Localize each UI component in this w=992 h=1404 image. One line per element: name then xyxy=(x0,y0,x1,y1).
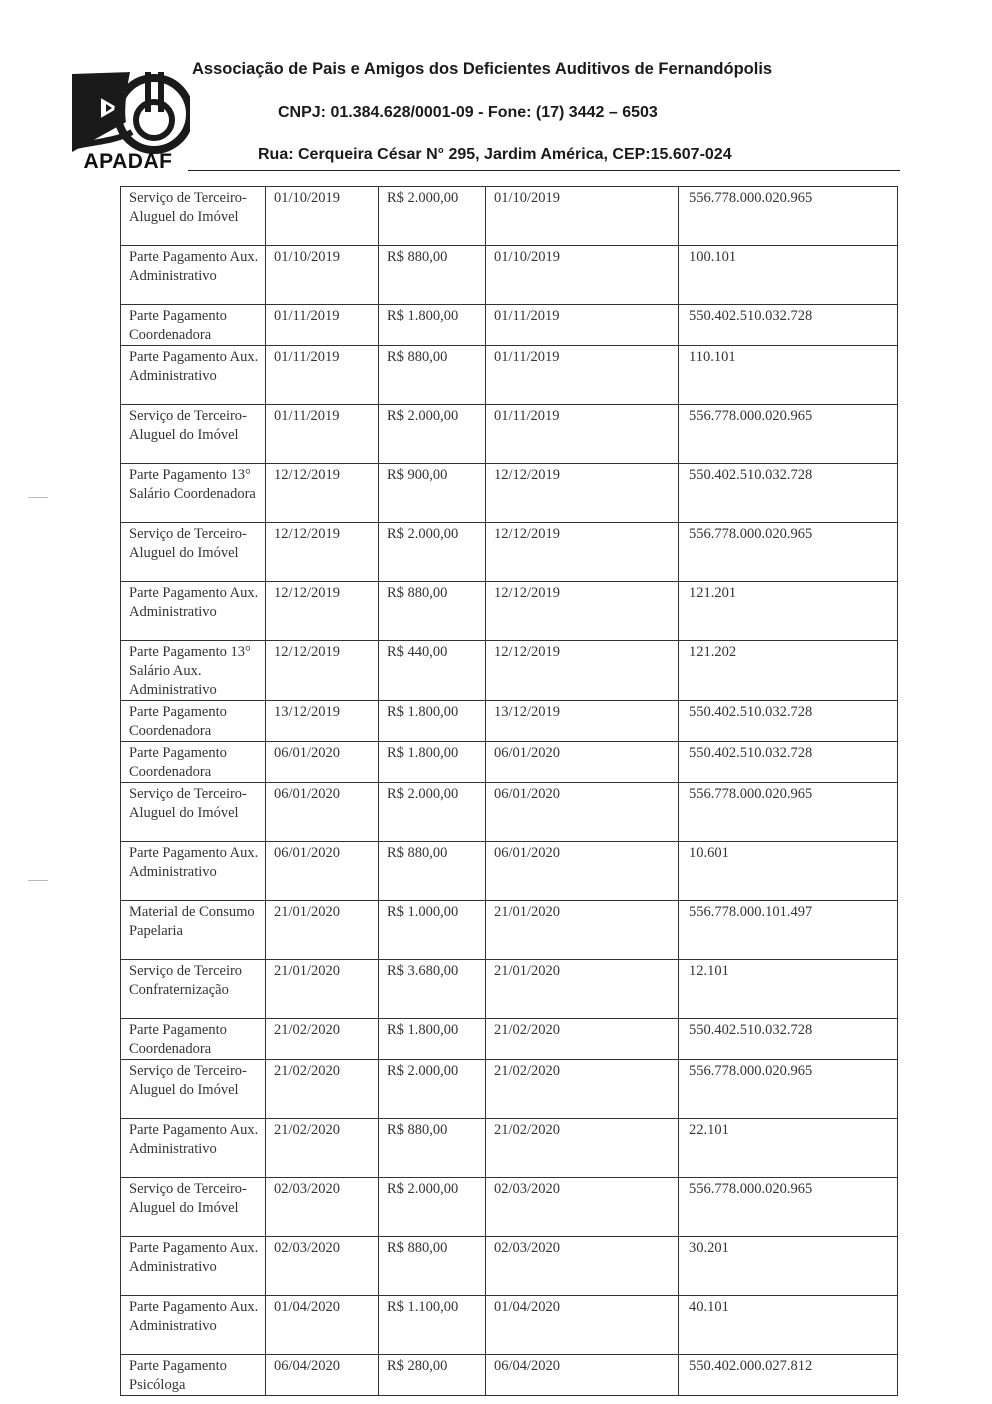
value-cell: R$ 1.800,00 xyxy=(379,1019,486,1060)
value-cell: R$ 1.800,00 xyxy=(379,305,486,346)
value-cell: R$ 2.000,00 xyxy=(379,523,486,582)
paid-date-cell: 21/02/2020 xyxy=(486,1119,679,1178)
document-number-cell: 556.778.000.020.965 xyxy=(679,523,898,582)
value-cell: R$ 880,00 xyxy=(379,246,486,305)
description-cell: Parte Pagamento Aux. Administrativo xyxy=(121,246,266,305)
paid-date-cell: 21/01/2020 xyxy=(486,960,679,1019)
document-number-cell: 556.778.000.020.965 xyxy=(679,405,898,464)
paid-date-cell: 06/01/2020 xyxy=(486,783,679,842)
table-row xyxy=(121,641,898,701)
paid-date-cell: 21/02/2020 xyxy=(486,1019,679,1060)
value-cell: R$ 900,00 xyxy=(379,464,486,523)
document-number-cell: 100.101 xyxy=(679,246,898,305)
paid-date-cell: 02/03/2020 xyxy=(486,1237,679,1296)
document-number-cell: 550.402.510.032.728 xyxy=(679,305,898,346)
value-cell: R$ 1.100,00 xyxy=(379,1296,486,1355)
document-number-cell: 22.101 xyxy=(679,1119,898,1178)
table-row xyxy=(121,701,898,742)
document-number-cell: 121.201 xyxy=(679,582,898,641)
logo-wordmark: APADAF xyxy=(83,150,173,173)
table-row xyxy=(121,464,898,523)
document-number-cell: 550.402.000.027.812 xyxy=(679,1355,898,1396)
table-row xyxy=(121,742,898,783)
value-cell: R$ 880,00 xyxy=(379,1237,486,1296)
date-cell: 01/11/2019 xyxy=(266,305,379,346)
date-cell: 02/03/2020 xyxy=(266,1178,379,1237)
description-cell: Serviço de Terceiro-Aluguel do Imóvel xyxy=(121,1060,266,1119)
document-number-cell: 40.101 xyxy=(679,1296,898,1355)
date-cell: 06/01/2020 xyxy=(266,742,379,783)
paid-date-cell: 21/02/2020 xyxy=(486,1060,679,1119)
scan-mark xyxy=(28,880,48,881)
table-row xyxy=(121,1296,898,1355)
description-cell: Parte Pagamento 13° Salário Coordenadora xyxy=(121,464,266,523)
paid-date-cell: 06/01/2020 xyxy=(486,742,679,783)
value-cell: R$ 3.680,00 xyxy=(379,960,486,1019)
document-number-cell: 550.402.510.032.728 xyxy=(679,1019,898,1060)
description-cell: Parte Pagamento Aux. Administrativo xyxy=(121,1237,266,1296)
date-cell: 01/04/2020 xyxy=(266,1296,379,1355)
description-cell: Parte Pagamento 13° Salário Aux. Administrativo xyxy=(121,641,266,701)
document-number-cell: 550.402.510.032.728 xyxy=(679,701,898,742)
document-number-cell: 556.778.000.020.965 xyxy=(679,1178,898,1237)
date-cell: 12/12/2019 xyxy=(266,641,379,701)
description-cell: Serviço de Terceiro-Aluguel do Imóvel xyxy=(121,783,266,842)
date-cell: 13/12/2019 xyxy=(266,701,379,742)
paid-date-cell: 12/12/2019 xyxy=(486,464,679,523)
paid-date-cell: 12/12/2019 xyxy=(486,582,679,641)
description-cell: Serviço de Terceiro-Aluguel do Imóvel xyxy=(121,1178,266,1237)
value-cell: R$ 880,00 xyxy=(379,346,486,405)
table-row xyxy=(121,523,898,582)
date-cell: 02/03/2020 xyxy=(266,1237,379,1296)
document-number-cell: 556.778.000.020.965 xyxy=(679,1060,898,1119)
document-number-cell: 556.778.000.020.965 xyxy=(679,187,898,246)
value-cell: R$ 1.800,00 xyxy=(379,701,486,742)
date-cell: 21/01/2020 xyxy=(266,901,379,960)
description-cell: Parte Pagamento Coordenadora xyxy=(121,1019,266,1060)
document-number-cell: 556.778.000.020.965 xyxy=(679,783,898,842)
table-row xyxy=(121,1119,898,1178)
value-cell: R$ 2.000,00 xyxy=(379,1178,486,1237)
value-cell: R$ 440,00 xyxy=(379,641,486,701)
value-cell: R$ 880,00 xyxy=(379,1119,486,1178)
paid-date-cell: 06/01/2020 xyxy=(486,842,679,901)
table-row xyxy=(121,405,898,464)
paid-date-cell: 12/12/2019 xyxy=(486,523,679,582)
value-cell: R$ 880,00 xyxy=(379,842,486,901)
date-cell: 01/11/2019 xyxy=(266,405,379,464)
description-cell: Serviço de Terceiro Confraternização xyxy=(121,960,266,1019)
table-row xyxy=(121,582,898,641)
date-cell: 06/01/2020 xyxy=(266,842,379,901)
table-row xyxy=(121,246,898,305)
cnpj-phone-line: CNPJ: 01.384.628/0001-09 - Fone: (17) 3442 – 6503 xyxy=(278,104,658,121)
value-cell: R$ 2.000,00 xyxy=(379,783,486,842)
document-number-cell: 121.202 xyxy=(679,641,898,701)
table-row xyxy=(121,305,898,346)
value-cell: R$ 280,00 xyxy=(379,1355,486,1396)
document-number-cell: 556.778.000.101.497 xyxy=(679,901,898,960)
paid-date-cell: 01/10/2019 xyxy=(486,246,679,305)
date-cell: 21/02/2020 xyxy=(266,1060,379,1119)
table-row xyxy=(121,1237,898,1296)
date-cell: 21/02/2020 xyxy=(266,1019,379,1060)
date-cell: 21/01/2020 xyxy=(266,960,379,1019)
date-cell: 06/04/2020 xyxy=(266,1355,379,1396)
date-cell: 21/02/2020 xyxy=(266,1119,379,1178)
description-cell: Parte Pagamento Coordenadora xyxy=(121,742,266,783)
document-number-cell: 110.101 xyxy=(679,346,898,405)
table-row xyxy=(121,346,898,405)
table-row xyxy=(121,783,898,842)
table-row xyxy=(121,187,898,246)
value-cell: R$ 1.000,00 xyxy=(379,901,486,960)
document-number-cell: 30.201 xyxy=(679,1237,898,1296)
description-cell: Serviço de Terceiro-Aluguel do Imóvel xyxy=(121,405,266,464)
date-cell: 06/01/2020 xyxy=(266,783,379,842)
document-number-cell: 12.101 xyxy=(679,960,898,1019)
paid-date-cell: 01/10/2019 xyxy=(486,187,679,246)
value-cell: R$ 1.800,00 xyxy=(379,742,486,783)
table-row xyxy=(121,1019,898,1060)
document-number-cell: 10.601 xyxy=(679,842,898,901)
date-cell: 01/10/2019 xyxy=(266,187,379,246)
description-cell: Parte Pagamento Aux. Administrativo xyxy=(121,582,266,641)
table-row xyxy=(121,901,898,960)
date-cell: 12/12/2019 xyxy=(266,523,379,582)
date-cell: 01/11/2019 xyxy=(266,346,379,405)
paid-date-cell: 12/12/2019 xyxy=(486,641,679,701)
description-cell: Parte Pagamento Coordenadora xyxy=(121,701,266,742)
organization-name: Associação de Pais e Amigos dos Deficientes Auditivos de Fernandópolis xyxy=(192,60,773,78)
description-cell: Material de Consumo Papelaria xyxy=(121,901,266,960)
address-line: Rua: Cerqueira César N° 295, Jardim América, CEP:15.607-024 xyxy=(258,146,732,163)
paid-date-cell: 13/12/2019 xyxy=(486,701,679,742)
scan-mark xyxy=(28,497,48,498)
paid-date-cell: 06/04/2020 xyxy=(486,1355,679,1396)
table-row xyxy=(121,1178,898,1237)
description-cell: Parte Pagamento Aux. Administrativo xyxy=(121,842,266,901)
table-row xyxy=(121,960,898,1019)
paid-date-cell: 01/11/2019 xyxy=(486,346,679,405)
value-cell: R$ 2.000,00 xyxy=(379,405,486,464)
description-cell: Parte Pagamento Coordenadora xyxy=(121,305,266,346)
description-cell: Parte Pagamento Psicóloga xyxy=(121,1355,266,1396)
document-number-cell: 550.402.510.032.728 xyxy=(679,742,898,783)
date-cell: 01/10/2019 xyxy=(266,246,379,305)
value-cell: R$ 2.000,00 xyxy=(379,1060,486,1119)
description-cell: Parte Pagamento Aux. Administrativo xyxy=(121,1119,266,1178)
paid-date-cell: 01/11/2019 xyxy=(486,405,679,464)
paid-date-cell: 01/11/2019 xyxy=(486,305,679,346)
description-cell: Parte Pagamento Aux. Administrativo xyxy=(121,1296,266,1355)
value-cell: R$ 880,00 xyxy=(379,582,486,641)
value-cell: R$ 2.000,00 xyxy=(379,187,486,246)
paid-date-cell: 02/03/2020 xyxy=(486,1178,679,1237)
header-divider xyxy=(188,170,900,171)
description-cell: Parte Pagamento Aux. Administrativo xyxy=(121,346,266,405)
payments-table xyxy=(120,186,898,1396)
description-cell: Serviço de Terceiro-Aluguel do Imóvel xyxy=(121,187,266,246)
paid-date-cell: 01/04/2020 xyxy=(486,1296,679,1355)
payments-table-container xyxy=(120,186,880,1396)
date-cell: 12/12/2019 xyxy=(266,582,379,641)
table-row xyxy=(121,1060,898,1119)
paid-date-cell: 21/01/2020 xyxy=(486,901,679,960)
document-number-cell: 550.402.510.032.728 xyxy=(679,464,898,523)
table-row xyxy=(121,1355,898,1396)
table-row xyxy=(121,842,898,901)
letterhead xyxy=(0,0,992,180)
description-cell: Serviço de Terceiro-Aluguel do Imóvel xyxy=(121,523,266,582)
date-cell: 12/12/2019 xyxy=(266,464,379,523)
